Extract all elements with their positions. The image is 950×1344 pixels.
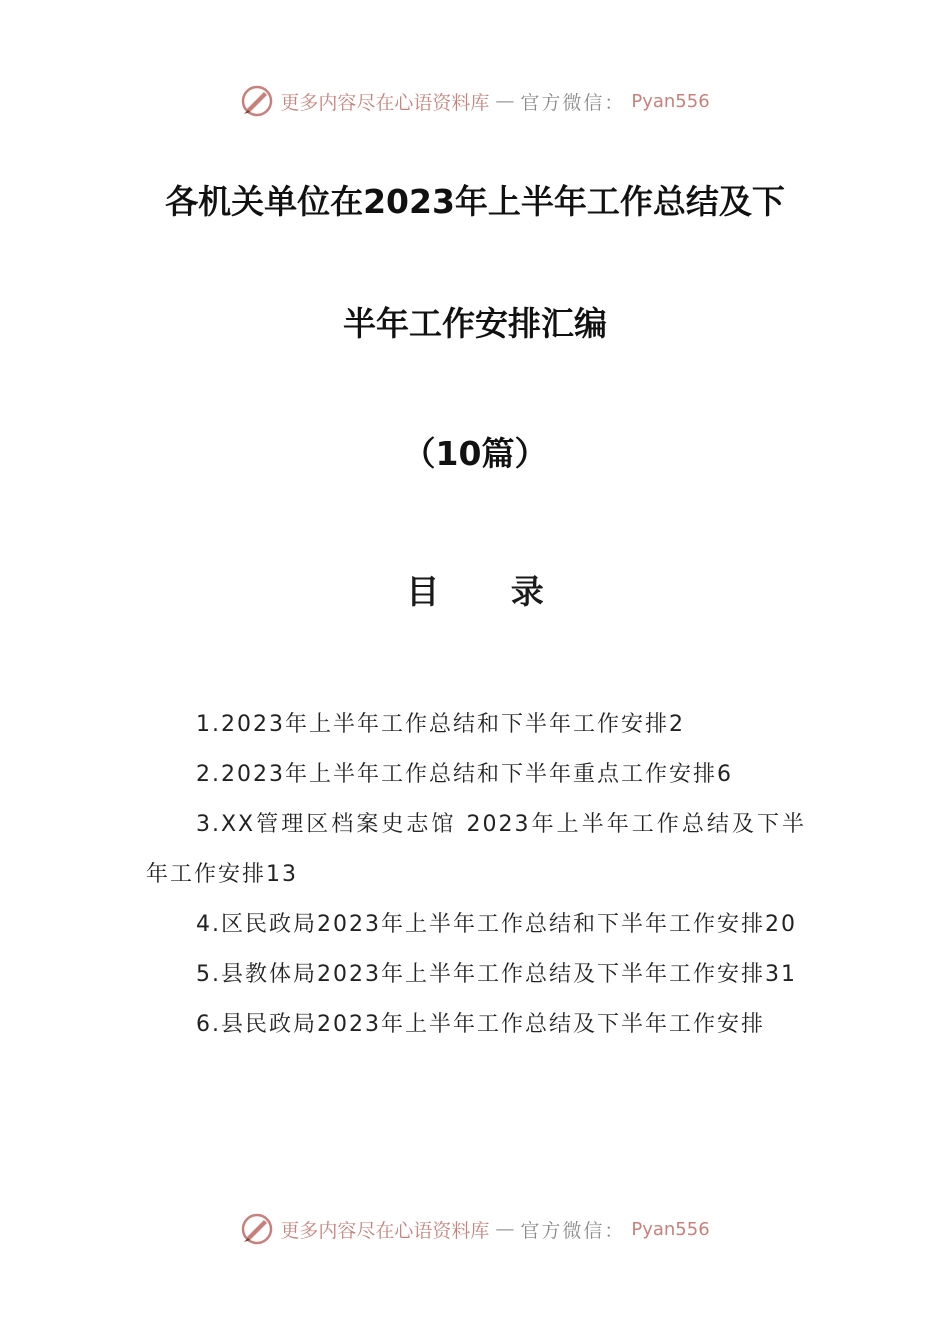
toc-item[interactable]: 1.2023年上半年工作总结和下半年工作安排2 [196,712,685,737]
watermark-footer [0,1212,950,1246]
toc-item[interactable]: 5.县教体局2023年上半年工作总结及下半年工作安排31 [196,962,797,987]
watermark-official-label: 官方微信： [520,91,626,114]
document-title-line-2: 半年工作安排汇编 [343,304,607,343]
toc-item[interactable]: 6.县民政局2023年上半年工作总结及下半年工作安排 [196,1012,765,1037]
watermark-wechat-id: Pyan556 [631,1218,710,1240]
watermark-text: 更多内容尽在心语资料库 [280,91,490,114]
document-title-line-1: 各机关单位在2023年上半年工作总结及下 [165,182,785,221]
toc-item[interactable]: 3.XX管理区档案史志馆 2023年上半年工作总结及下半年工作安排13 [146,812,806,887]
watermark-official-label: 官方微信： [520,1219,626,1242]
pen-circle-logo-icon [240,1212,274,1246]
table-of-contents [146,700,806,1050]
watermark-text: 更多内容尽在心语资料库 [280,1219,490,1242]
toc-heading: 目 录 [406,572,574,611]
watermark-separator: — [495,1218,515,1240]
watermark-separator: — [495,90,515,112]
toc-item[interactable]: 4.区民政局2023年上半年工作总结和下半年工作安排20 [196,912,797,937]
toc-item[interactable]: 2.2023年上半年工作总结和下半年重点工作安排6 [196,762,733,787]
watermark-wechat-id: Pyan556 [631,90,710,112]
watermark-header [0,84,950,118]
document-title-count: （10篇） [402,434,548,473]
pen-circle-logo-icon [240,84,274,118]
